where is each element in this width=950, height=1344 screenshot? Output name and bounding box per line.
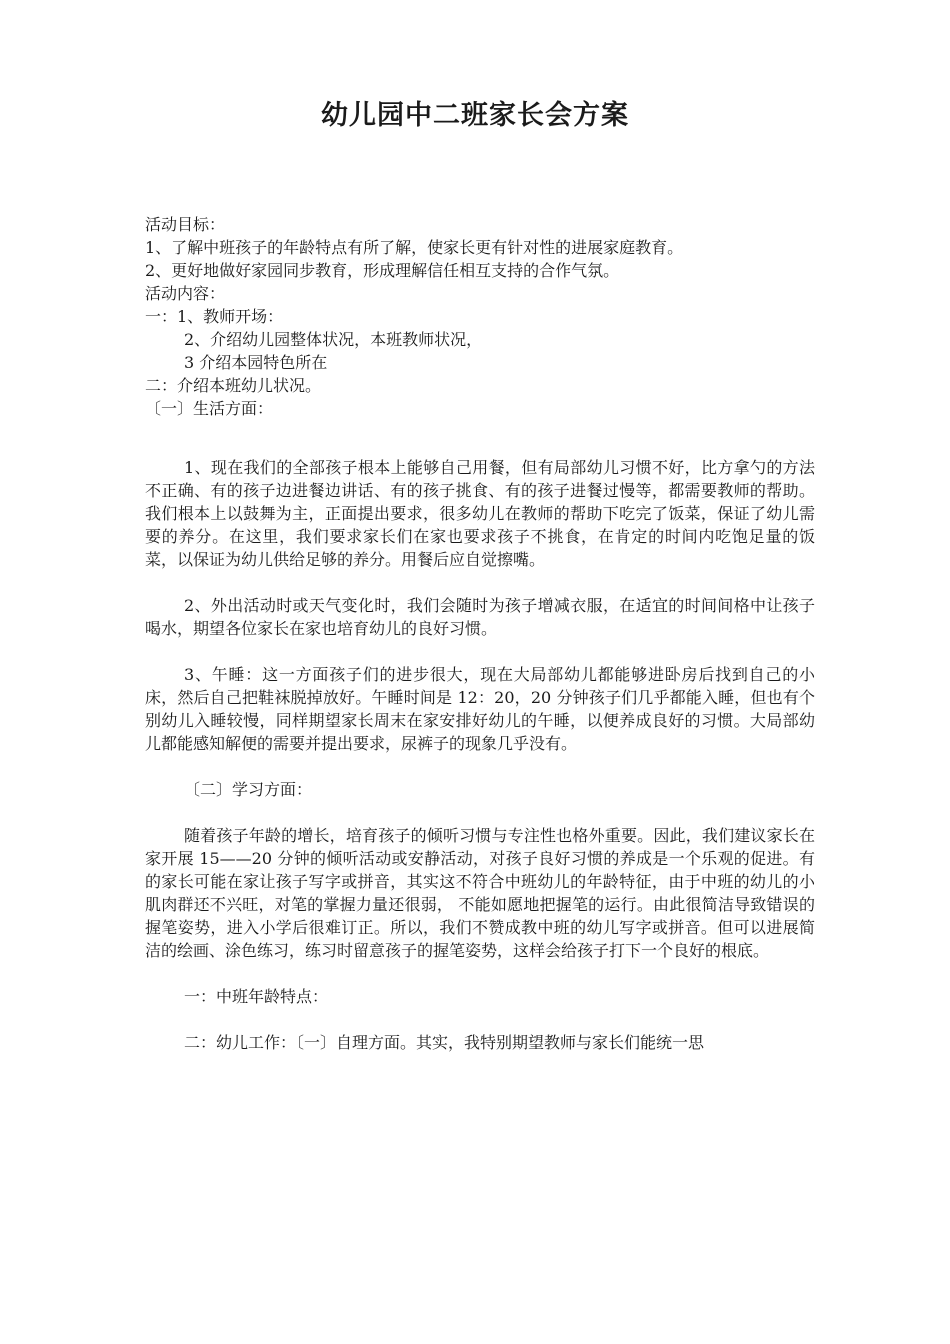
spacer — [145, 1008, 815, 1031]
document-title: 幼儿园中二班家长会方案 — [321, 100, 629, 131]
spacer — [145, 420, 815, 443]
life-paragraph-1: 1、现在我们的全部孩子根本上能够自己用餐，但有局部幼儿习惯不好，比方拿勺的方法不正确、有的孩子边进餐边讲话、有的孩子挑食、有的孩子进餐过慢等，都需要教师的帮助。我们根本上以鼓舞为主，正面提出要求，很多幼儿在教师的帮助下吃完了饭菜，保证了幼儿需要的养分。在这里，我们要求家长们在家也要求孩子不挑食，在肯定的时间内吃饱足量的饭菜，以保证为幼儿供给足够的养分。用餐后应自觉擦嘴。 — [145, 458, 815, 569]
life-paragraph-2: 2、外出活动时或天气变化时，我们会随时为孩子增减衣服，在适宜的时间间格中让孩子喝水，期望各位家长在家也培育幼儿的良好习惯。 — [145, 596, 815, 638]
age-heading: 一：中班年龄特点： — [184, 987, 329, 1006]
work-intro: 二：幼儿工作：〔一〕自理方面。其实，我特别期望教师与家长们能统一思 — [184, 1033, 705, 1052]
spacer — [145, 755, 815, 778]
spacer — [145, 962, 815, 985]
spacer — [145, 443, 815, 456]
content-item-4: 二：介绍本班幼儿状况。 — [145, 376, 322, 395]
content-item-3: 3 介绍本园特色所在 — [184, 353, 328, 372]
goal-heading: 活动目标： — [145, 215, 226, 234]
spacer — [145, 571, 815, 594]
content-item-2: 2、介绍幼儿园整体状况，本班教师状况， — [184, 330, 483, 349]
goal-item-1: 1、了解中班孩子的年龄特点有所了解，使家长更有针对性的进展家庭教育。 — [145, 238, 684, 257]
document-body — [145, 213, 815, 1054]
content-item-1: 一：1、教师开场： — [145, 307, 284, 326]
study-paragraph-1: 随着孩子年龄的增长，培育孩子的倾听习惯与专注性也格外重要。因此，我们建议家长在家开展 15——20 分钟的倾听活动或安静活动，对孩子良好习惯的养成是一个乐观的促进。有的家长可能在家让孩子写字或拼音，其实这不符合中班幼儿的年龄特征，由于中班的幼儿的小肌肉群还不兴旺，对笔的掌握力量还很弱， 不能如愿地把握笔的运行。由此很简洁导致错误的握笔姿势，进入小学后很难订正。所以，我们不赞成教中班的幼儿写字或拼音。但可以进展简洁的绘画、涂色练习，练习时留意孩子的握笔姿势，这样会给孩子打下一个良好的根底。 — [145, 826, 815, 960]
spacer — [145, 801, 815, 824]
content-heading: 活动内容： — [145, 284, 226, 303]
life-paragraph-3: 3、午睡：这一方面孩子们的进步很大，现在大局部幼儿都能够进卧房后找到自己的小床，然后自己把鞋袜脱掉放好。午睡时间是 12：20，20 分钟孩子们几乎都能入睡，但也有个别幼儿入睡较慢，同样期望家长周末在家安排好幼儿的午睡，以便养成良好的习惯。大局部幼儿都能感知解便的需要并提出要求，尿裤子的现象几乎没有。 — [145, 665, 815, 753]
life-heading: 〔一〕生活方面： — [145, 399, 274, 418]
spacer — [145, 640, 815, 663]
goal-item-2: 2、更好地做好家园同步教育，形成理解信任相互支持的合作气氛。 — [145, 261, 620, 280]
study-heading: 〔二〕学习方面： — [184, 780, 313, 799]
